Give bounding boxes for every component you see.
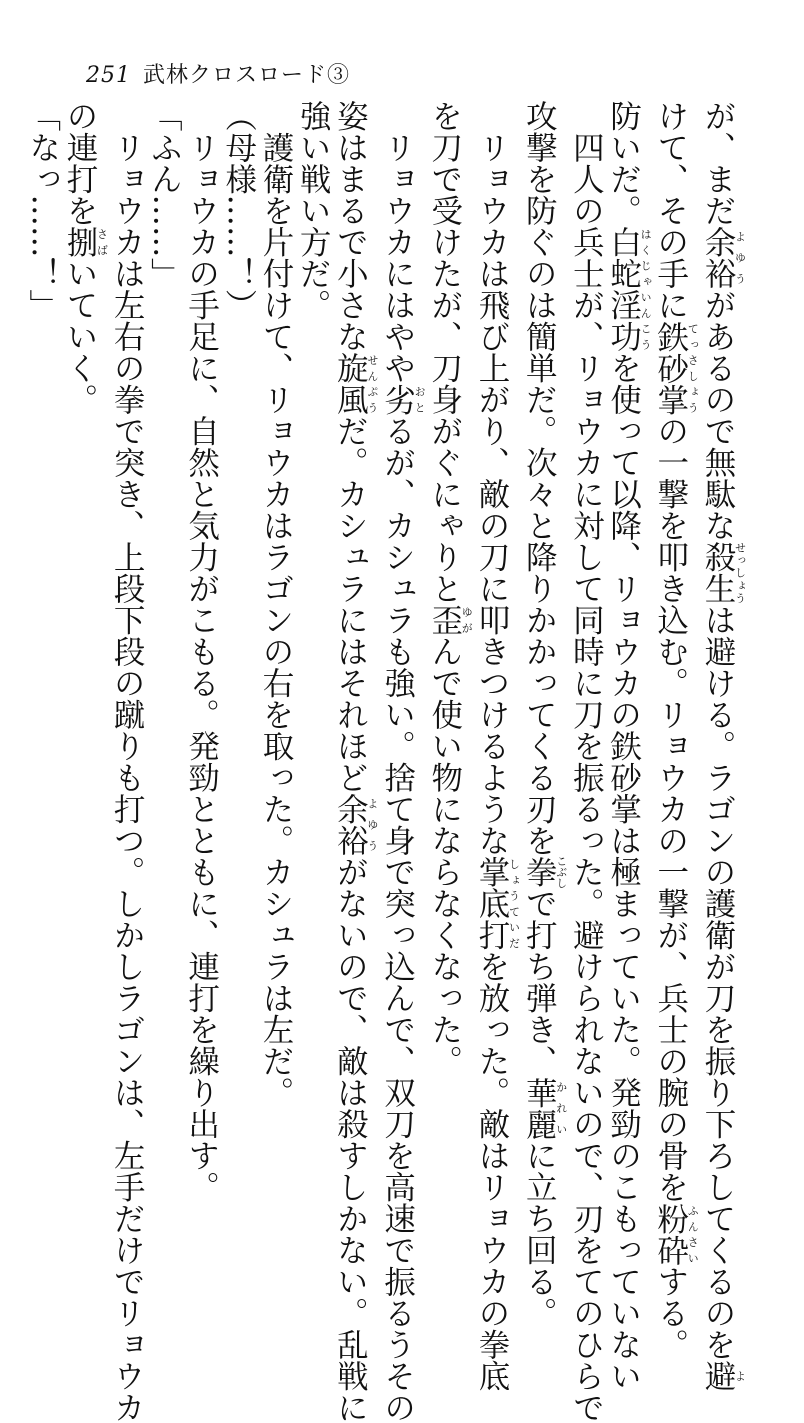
text-line: [182, 100, 220, 1203]
text-segment: リョウカは左右の拳で突き、上段下段の蹴りも打つ。しかしラゴンは、左手だけでリョウカ: [109, 100, 146, 1423]
text-line: [604, 100, 653, 1392]
text-segment: に立ち回る。: [521, 1139, 558, 1329]
ruby-reading: しょうていだ: [507, 856, 521, 951]
text-segment: 四人の兵士が、リョウカに対して同時に刀を振るった。避けられないので、刃をてのひらで: [568, 100, 605, 1423]
text-segment: けて、その手に: [652, 100, 689, 321]
text-line: [24, 100, 61, 1140]
text-line: [426, 100, 473, 1140]
text-line: [294, 100, 331, 1140]
ruby-annotation: [652, 320, 700, 416]
ruby-annotation: [473, 856, 521, 951]
text-segment: 「なっ……！」: [24, 100, 61, 321]
ruby-base: 粉砕: [652, 1202, 689, 1266]
text-segment: 攻撃を防ぐのは簡単だ。次々と降りかかってくる刃を: [521, 100, 558, 856]
text-line: [257, 100, 294, 1140]
ruby-reading: おと: [413, 383, 427, 415]
text-segment: で打ち弾き、: [521, 887, 558, 1077]
text-line: [567, 100, 605, 1423]
vertical-body-text: [24, 100, 747, 1423]
ruby-annotation: [332, 793, 379, 856]
ruby-annotation: [521, 855, 568, 889]
text-segment: があるので無駄な: [700, 289, 736, 541]
text-segment: （母様……！）: [220, 100, 257, 321]
text-line: [652, 100, 700, 1360]
ruby-base: 旋風: [332, 352, 369, 415]
ruby-reading: せっしょう: [733, 541, 747, 604]
ruby-base: 白蛇淫功: [605, 226, 642, 352]
text-segment: 護衛を片付けて、リョウカはラゴンの右を取った。カシュラは左だ。: [257, 100, 294, 1108]
text-segment: 強い戦い方だ。: [295, 100, 332, 321]
ruby-base: 華麗: [521, 1076, 558, 1140]
ruby-reading: ゆが: [460, 604, 474, 636]
ruby-base: 拳: [521, 855, 558, 889]
ruby-base: 余裕: [332, 793, 369, 856]
ruby-reading: よゆう: [733, 226, 747, 289]
ruby-base: 掌底打: [473, 856, 510, 951]
text-segment: リョウカにはやや: [379, 100, 416, 384]
ruby-annotation: [652, 1202, 700, 1266]
text-segment: るが、カシュラも強い。捨て身で突っ込んで、双刀を高速で振るうその: [379, 415, 416, 1423]
ruby-reading: よゆう: [365, 793, 379, 856]
ruby-annotation: [700, 1360, 747, 1392]
text-segment: 「ふん……」: [146, 100, 183, 289]
ruby-reading: かれい: [554, 1076, 568, 1140]
text-segment: は避ける。ラゴンの護衛が刀を振り下ろしてくるのを: [700, 604, 736, 1360]
ruby-annotation: [605, 226, 653, 352]
text-line: [108, 100, 146, 1423]
text-line: [145, 100, 182, 1140]
text-line: [378, 100, 427, 1423]
ruby-annotation: [700, 226, 747, 289]
ruby-base: 歪: [426, 604, 463, 636]
ruby-annotation: [332, 352, 379, 415]
ruby-reading: せんぷう: [365, 352, 379, 415]
text-line: [61, 100, 108, 1140]
ruby-base: 避: [700, 1360, 736, 1392]
text-segment: を使って以降、リョウカの鉄砂掌は極まっていた。発勁のこもっていない: [605, 352, 642, 1392]
ruby-annotation: [379, 383, 427, 416]
text-segment: だ。カシュラにはそれほど: [332, 415, 369, 793]
ruby-base: 劣: [379, 383, 416, 415]
ruby-base: 捌: [61, 226, 98, 258]
ruby-annotation: [521, 1076, 568, 1140]
text-segment: リョウカの手足に、自然と気力がこもる。発勁とともに、連打を繰り出す。: [183, 100, 220, 1203]
text-line: [331, 100, 379, 1423]
ruby-reading: ふんさい: [686, 1202, 700, 1266]
text-segment: の連打を: [61, 100, 98, 226]
book-title: 武林クロスロード③: [143, 63, 351, 88]
text-line: [520, 100, 568, 1329]
text-segment: リョウカは飛び上がり、敵の刀に叩きつけるような: [473, 100, 510, 856]
text-segment: の一撃を叩き込む。リョウカの一撃が、兵士の腕の骨を: [652, 415, 689, 1203]
ruby-reading: さば: [95, 226, 109, 258]
ruby-reading: よ: [733, 1360, 747, 1392]
ruby-base: 鉄砂掌: [652, 320, 689, 415]
text-segment: 姿はまるで小さな: [332, 100, 369, 352]
text-line: [473, 100, 521, 1392]
text-segment: いていく。: [61, 257, 98, 415]
page-number: 251: [86, 63, 131, 88]
running-header: [86, 58, 350, 89]
text-line: [699, 100, 747, 1392]
ruby-reading: こぶし: [554, 855, 568, 889]
text-segment: が、まだ: [700, 100, 736, 226]
text-segment: 防いだ。: [605, 100, 642, 226]
ruby-reading: てっさしょう: [686, 320, 700, 415]
text-segment: を放った。敵はリョウカの拳底: [473, 950, 510, 1392]
ruby-annotation: [61, 226, 109, 258]
ruby-annotation: [700, 541, 747, 604]
text-line: [220, 100, 257, 1140]
text-segment: する。: [652, 1265, 689, 1360]
ruby-reading: はくじゃいんこう: [639, 226, 653, 352]
text-segment: を刀で受けたが、刀身がぐにゃりと: [426, 100, 463, 604]
ruby-annotation: [426, 604, 474, 636]
text-segment: んで使い物にならなくなった。: [426, 635, 463, 1077]
ruby-base: 余裕: [700, 226, 736, 289]
ruby-base: 殺生: [700, 541, 736, 604]
text-segment: がないので、敵は殺すしかない。乱戦に: [332, 856, 369, 1423]
